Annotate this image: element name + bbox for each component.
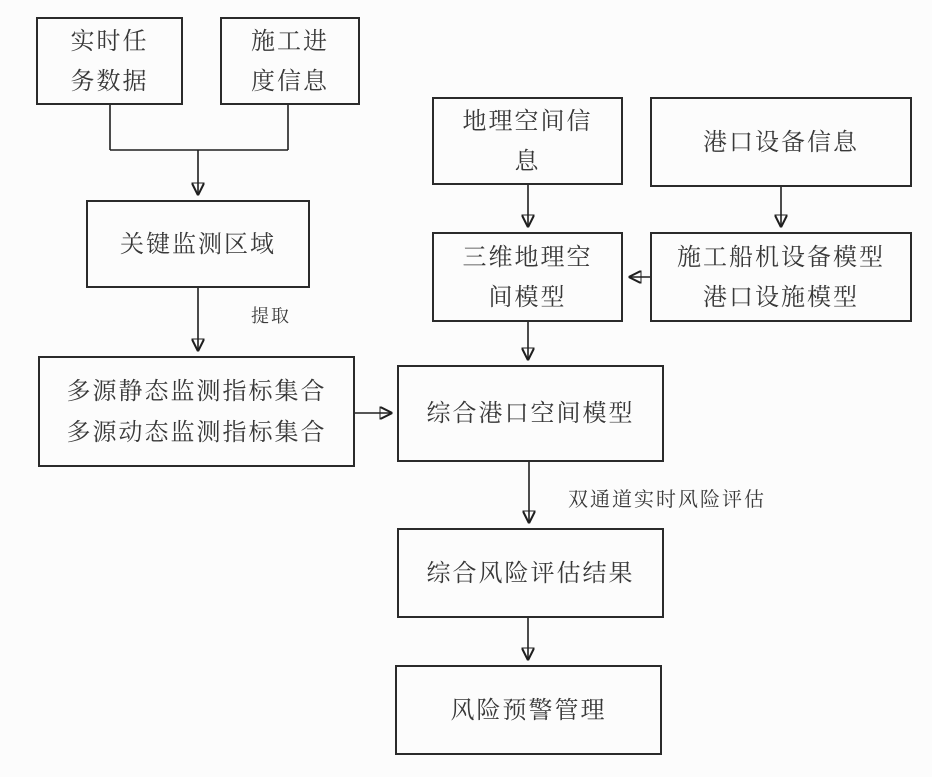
box-comprehensive-port-space-model xyxy=(397,365,664,462)
box-3d-geospatial-model xyxy=(432,232,623,322)
box-key-monitoring-area xyxy=(86,200,310,288)
box-text-line: 施工进 xyxy=(251,27,329,56)
box-text-line: 实时任 xyxy=(70,27,149,56)
box-text-line: 港口设备信息 xyxy=(703,127,859,156)
box-text-line: 港口设施模型 xyxy=(703,282,859,311)
box-text-line: 三维地理空 xyxy=(462,243,593,272)
box-text-line: 关键监测区域 xyxy=(120,229,276,258)
box-port-equipment-info xyxy=(650,97,912,187)
box-text-line: 度信息 xyxy=(251,66,329,95)
edge-label-dual-channel-risk-assessment: 双通道实时风险评估 xyxy=(568,487,766,511)
box-text-line: 间模型 xyxy=(488,282,567,311)
edge-label-extract: 提取 xyxy=(251,306,291,327)
box-risk-warning-management xyxy=(395,665,662,755)
box-text-line: 务数据 xyxy=(70,66,149,95)
box-text-line: 施工船机设备模型 xyxy=(677,243,885,272)
box-construction-progress-info xyxy=(220,17,360,105)
box-text-line: 多源静态监测指标集合 xyxy=(66,376,327,405)
box-text-line: 息 xyxy=(514,146,541,175)
box-indicator-sets xyxy=(38,356,355,467)
box-text-line: 地理空间信 xyxy=(462,107,593,136)
box-comprehensive-risk-assessment-result xyxy=(397,528,664,618)
box-equipment-models xyxy=(650,232,912,322)
box-text-line: 综合风险评估结果 xyxy=(426,558,635,587)
box-text-line: 综合港口空间模型 xyxy=(426,399,635,428)
box-geospatial-info xyxy=(432,97,623,185)
box-text-line: 多源动态监测指标集合 xyxy=(66,418,327,446)
box-text-line: 风险预警管理 xyxy=(450,695,607,724)
box-realtime-task-data xyxy=(36,17,183,105)
